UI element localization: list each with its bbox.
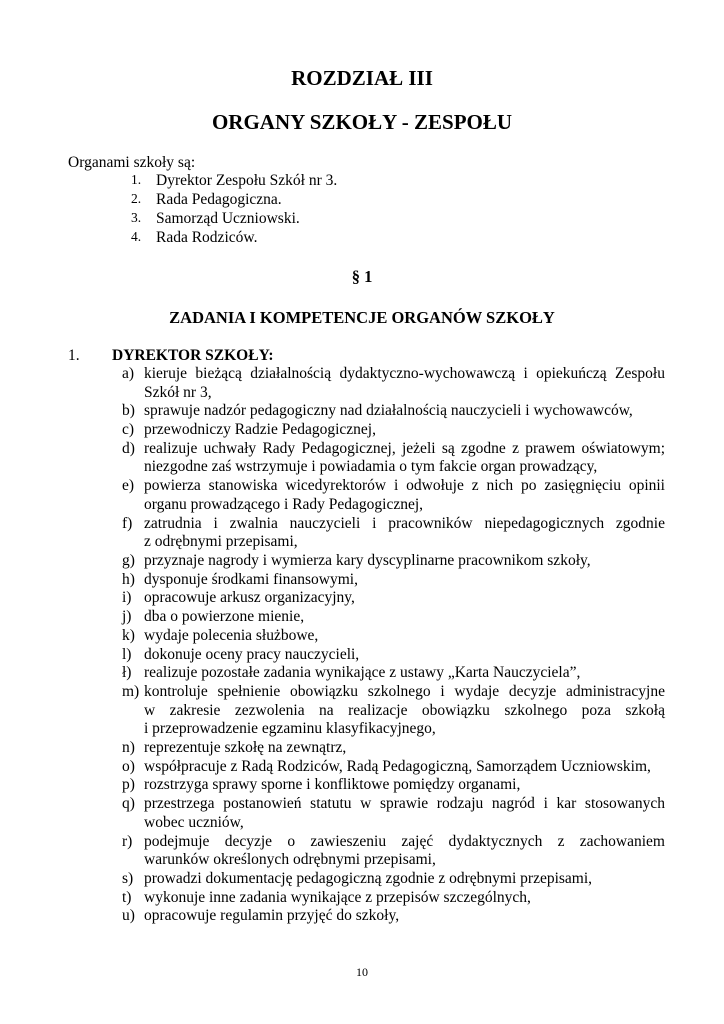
- duty-label: d): [122, 439, 135, 457]
- duty-label: g): [122, 552, 135, 569]
- duty-text-line: rozstrzyga sprawy sporne i konfliktowe pomiędzy organami,: [144, 776, 521, 794]
- duty-text-line: powierza stanowiska wicedyrektorów i odwołuje z nich po zasięgnięciu opinii: [144, 477, 665, 495]
- duty-label: p): [122, 776, 135, 794]
- duty-text: [144, 608, 665, 627]
- duty-label: c): [122, 421, 135, 439]
- organ-item: Samorząd Uczniowski.: [156, 210, 300, 227]
- duty-text: [144, 515, 665, 552]
- duty-text: [144, 477, 665, 514]
- duty-text: [144, 795, 665, 832]
- organ-number: 4.: [131, 229, 142, 244]
- duty-label: i): [122, 589, 132, 607]
- duty-text-line: realizuje uchwały Rady Pedagogicznej, jeżeli są zgodne z prawem oświatowym;: [144, 439, 665, 457]
- duty-text-line: i przeprowadzenie egzaminu klasyfikacyjnego,: [144, 720, 436, 738]
- duty-text-line: dba o powierzone mienie,: [144, 608, 305, 626]
- duty-text: [144, 870, 665, 889]
- duty-text: [144, 402, 665, 421]
- duty-text-line: przewodniczy Radzie Pedagogicznej,: [144, 421, 376, 439]
- organ-item: Rada Pedagogiczna.: [156, 191, 282, 208]
- duty-text: [144, 889, 665, 908]
- duty-text-line: realizuje pozostałe zadania wynikające z ustawy „Karta Nauczyciela”,: [144, 664, 581, 682]
- organ-item: Rada Rodziców.: [156, 229, 258, 246]
- duty-text-line: zatrudnia i zwalnia nauczycieli i pracowników niepedagogicznych zgodnie: [144, 514, 665, 532]
- duty-text: [144, 365, 665, 402]
- duty-label: k): [122, 626, 135, 644]
- duty-text: [144, 739, 665, 758]
- duty-text: [144, 776, 665, 795]
- duty-text-line: organu prowadzącego i Rady Pedagogicznej,: [144, 495, 424, 513]
- duty-text-line: warunków określonych odrębnymi przepisami,: [144, 851, 436, 869]
- duty-label: o): [122, 757, 135, 775]
- organ-number: 3.: [131, 210, 142, 225]
- duty-text-line: wydaje polecenia służbowe,: [144, 626, 319, 644]
- duty-text: [144, 552, 665, 571]
- duty-text-line: prowadzi dokumentację pedagogiczną zgodnie z odrębnymi przepisami,: [144, 869, 593, 887]
- director-title: DYREKTOR SZKOŁY:: [112, 347, 274, 364]
- paragraph-sign: § 1: [351, 267, 373, 286]
- duty-label: s): [122, 869, 134, 887]
- director-number: 1.: [68, 347, 80, 364]
- duty-label: n): [122, 739, 135, 756]
- duty-label: e): [122, 477, 135, 495]
- duty-text-line: wykonuje inne zadania wynikające z przepisów szczególnych,: [144, 888, 531, 906]
- duty-text-line: z odrębnymi przepisami,: [144, 533, 298, 551]
- duty-text-line: reprezentuje szkołę na zewnątrz,: [144, 739, 347, 756]
- duty-text-line: wobec uczniów,: [144, 813, 244, 831]
- duty-label: ł): [122, 664, 132, 682]
- duty-label: u): [122, 907, 135, 925]
- duty-text-line: przyznaje nagrody i wymierza kary dyscyplinarne pracownikom szkoły,: [144, 552, 591, 569]
- duty-text-line: Szkół nr 3,: [144, 383, 212, 401]
- duty-text-line: kieruje bieżącą działalnością dydaktyczno-wychowawczą i opiekuńczą Zespołu: [144, 365, 665, 382]
- duty-text-line: opracowuje arkusz organizacyjny,: [144, 589, 355, 607]
- duty-text-line: przestrzega postanowień statutu w sprawie rodzaju nagród i kar stosowanych: [144, 795, 665, 813]
- organ-number: 1.: [131, 172, 142, 187]
- duty-text: [144, 646, 665, 665]
- duty-label: q): [122, 795, 135, 813]
- page-number: 10: [356, 965, 368, 979]
- organ-item: Dyrektor Zespołu Szkół nr 3.: [156, 172, 338, 189]
- duty-label: t): [122, 888, 132, 906]
- duty-text-line: współpracuje z Radą Rodziców, Radą Pedagogiczną, Samorządem Uczniowskim,: [144, 757, 651, 775]
- duty-text: [144, 833, 665, 870]
- organ-number: 2.: [131, 191, 142, 206]
- duty-text: [144, 683, 665, 739]
- duty-text: [144, 440, 665, 477]
- duty-text-line: dokonuje oceny pracy nauczycieli,: [144, 645, 360, 663]
- duty-text-line: podejmuje decyzje o zawieszeniu zajęć dydaktycznych z zachowaniem: [144, 832, 665, 850]
- duty-text: [144, 421, 665, 440]
- duty-text-line: dysponuje środkami finansowymi,: [144, 570, 358, 588]
- duty-label: f): [122, 514, 133, 532]
- chapter-title: ORGANY SZKOŁY - ZESPOŁU: [211, 110, 513, 134]
- duty-label: h): [122, 570, 135, 588]
- duty-text-line: kontroluje spełnienie obowiązku szkolnego i wydaje decyzje administracyjne: [144, 682, 665, 700]
- intro-text: Organami szkoły są:: [68, 154, 196, 171]
- duty-text: [144, 664, 665, 683]
- duty-label: r): [122, 832, 133, 850]
- section-title: ZADANIA I KOMPETENCJE ORGANÓW SZKOŁY: [169, 308, 555, 327]
- duty-label: j): [122, 608, 132, 626]
- duty-text-line: opracowuje regulamin przyjęć do szkoły,: [144, 907, 400, 925]
- duty-text: [144, 758, 665, 777]
- duty-label: b): [122, 402, 135, 420]
- duty-text: [144, 589, 665, 608]
- duty-label: m): [122, 682, 140, 700]
- duty-label: l): [122, 645, 132, 663]
- duty-text-line: sprawuje nadzór pedagogiczny nad działalnością nauczycieli i wychowawców,: [144, 402, 633, 420]
- duty-text: [144, 907, 665, 926]
- chapter-heading: ROZDZIAŁ III: [291, 66, 433, 90]
- duty-text: [144, 571, 665, 590]
- duty-text-line: w zakresie zezwolenia na realizacje obowiązku szkolnego poza szkołą: [144, 701, 665, 719]
- duty-text: [144, 627, 665, 646]
- duty-text-line: niezgodne zaś wstrzymuje i powiadamia o tym fakcie organ prowadzący,: [144, 458, 598, 476]
- duty-label: a): [122, 365, 135, 382]
